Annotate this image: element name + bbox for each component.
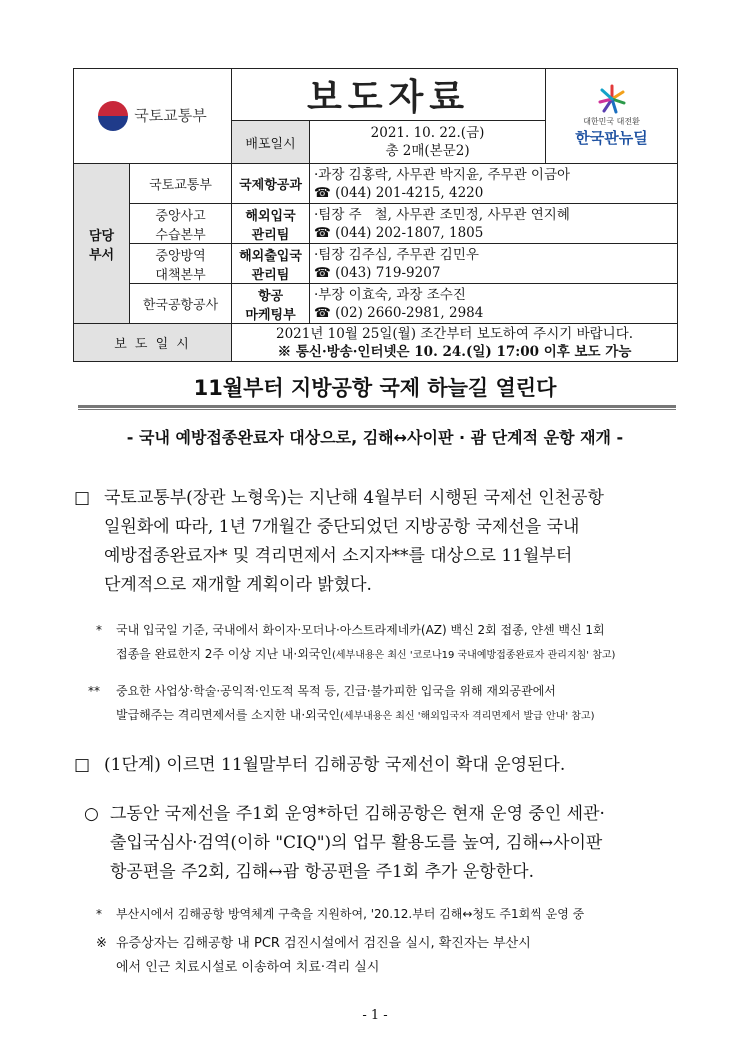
embargo-note: ※ 통신·방송·인터넷은 10. 24.(일) 17:00 이후 보도 가능 (277, 343, 632, 360)
newdeal-star-icon (597, 84, 627, 114)
paragraph-1 (74, 484, 686, 600)
contact-phone: (044) 202-1807, 1805 (335, 224, 484, 241)
newdeal-name: 한국판뉴딜 (575, 129, 648, 147)
contact-org: 중앙사고 수습본부 (130, 204, 232, 244)
paragraph-2 (74, 751, 686, 780)
phone-icon: ☎ (314, 304, 336, 321)
contact-org: 중앙방역 대책본부 (130, 244, 232, 284)
contact-detail (310, 204, 678, 244)
header-table (73, 68, 678, 362)
paragraph-text (104, 484, 686, 600)
paragraph-3 (84, 800, 684, 887)
footnote-line: 접종을 완료한지 2주 이상 지난 내·외국인 (116, 647, 332, 661)
contact-phone: (02) 2660-2981, 2984 (335, 304, 484, 321)
contact-people: ·과장 김홍락, 사무관 박지윤, 주무관 이금아 (314, 166, 571, 183)
footnote-2 (88, 679, 688, 729)
embargo-label: 보 도 일 시 (74, 324, 232, 362)
footnote-1 (96, 618, 696, 668)
box-bullet-icon: □ (74, 755, 91, 775)
ministry-name: 국토교통부 (134, 106, 207, 125)
contact-people: ·팀장 주 철, 사무관 조민정, 사무관 연지혜 (314, 206, 570, 223)
footnote-marker: ** (88, 684, 100, 698)
footnote-line: 유증상자는 김해공항 내 PCR 검진시설에서 검진을 실시, 확진자는 부산시 (116, 936, 531, 951)
contact-dept: 항공 마케팅부 (232, 284, 310, 324)
paragraph-line: 일원화에 따라, 1년 7개월간 중단되었던 지방공항 국제선을 국내 (104, 517, 580, 537)
taegeuk-emblem-icon (98, 101, 128, 131)
footnote-4 (96, 932, 696, 980)
contact-detail (310, 244, 678, 284)
doc-type-cell (232, 69, 546, 121)
phone-icon: ☎ (314, 224, 336, 241)
box-bullet-icon: □ (74, 488, 91, 508)
footnote-note: (세부내용은 최신 '코로나19 국내예방접종완료자 관리지침' 참고) (332, 650, 616, 661)
phone-icon: ☎ (314, 184, 336, 201)
contact-org: 한국공항공사 (130, 284, 232, 324)
circle-bullet-icon: ○ (84, 804, 99, 824)
paragraph-line: 그동안 국제선을 주1회 운영*하던 김해공항은 현재 운영 중인 세관· (110, 804, 605, 824)
newdeal-logo (546, 69, 678, 164)
phone-icon: ☎ (314, 264, 336, 281)
headline: 11월부터 지방공항 국제 하늘길 열린다 (193, 376, 557, 400)
footnote-3 (96, 902, 696, 926)
paragraph-line: 항공편을 주2회, 김해↔괌 항공편을 주1회 추가 운항한다. (110, 862, 534, 882)
footnote-note: (세부내용은 최신 '해외입국자 격리면제서 발급 안내' 참고) (339, 711, 595, 722)
embargo-line: 2021년 10월 25일(월) 조간부터 보도하여 주시기 바랍니다. (275, 325, 634, 342)
contact-label: 담당 부서 (74, 164, 130, 324)
contact-dept: 국제항공과 (232, 164, 310, 204)
subheadline: - 국내 예방접종완료자 대상으로, 김해↔사이판 · 괌 단계적 운항 재개 - (126, 428, 624, 447)
footnote-line: 부산시에서 김해공항 방역체계 구축을 지원하여, '20.12.부터 김해↔청도 주1회씩 운영 중 (116, 907, 585, 921)
paragraph-line: 국토교통부(장관 노형욱)는 지난해 4월부터 시행된 국제선 인천공항 (104, 488, 604, 508)
embargo-info (232, 324, 678, 362)
paragraph-line: 출입국심사·검역(이하 "CIQ")의 업무 활용도를 높여, 김해↔사이판 (110, 833, 603, 853)
contact-people: ·팀장 김주심, 주무관 김민우 (314, 246, 479, 263)
page-number: - 1 - (362, 1008, 388, 1023)
headline-rule (78, 405, 676, 408)
headline-rule-thin (78, 409, 676, 410)
contact-org: 국토교통부 (130, 164, 232, 204)
footnote-marker: * (96, 907, 102, 921)
paragraph-text (110, 800, 684, 887)
footnote-line: 중요한 사업상·학술·공익적·인도적 목적 등, 긴급·불가피한 입국을 위해 재외공관에서 (116, 684, 556, 698)
paragraph-text: (1단계) 이르면 11월말부터 김해공항 국제선이 확대 운영된다. (104, 755, 566, 775)
footnote-marker: * (96, 623, 102, 637)
footnote-line: 국내 입국일 기준, 국내에서 화이자·모더나·아스트라제네카(AZ) 백신 2회 접종, 얀센 백신 1회 (116, 623, 605, 637)
contact-dept: 해외출입국 관리팀 (232, 244, 310, 284)
paragraph-line: 예방접종완료자* 및 격리면제서 소지자**를 대상으로 11월부터 (104, 546, 573, 566)
newdeal-tagline: 대한민국 대전환 (583, 117, 640, 126)
doc-type-title: 보도자료 (306, 77, 471, 118)
contact-phone: (044) 201-4215, 4220 (335, 184, 484, 201)
distribution-label: 배포일시 (232, 121, 310, 164)
footnote-line: 발급해주는 격리면제서를 소지한 내·외국인 (116, 708, 340, 722)
contact-people: ·부장 이효숙, 과장 조수진 (314, 286, 466, 303)
distribution-date: 2021. 10. 22.(금) (370, 125, 485, 141)
contact-phone: (043) 719-9207 (335, 264, 441, 281)
page-count: 총 2매(본문2) (385, 143, 470, 159)
footnote-line: 에서 인근 치료시설로 이송하여 치료·격리 실시 (116, 960, 380, 975)
paragraph-line: 단계적으로 재개할 계획이라 밝혔다. (104, 575, 372, 595)
note-marker: ※ (96, 936, 107, 951)
ministry-logo (74, 69, 232, 164)
contact-detail (310, 164, 678, 204)
contact-detail (310, 284, 678, 324)
distribution-info (310, 121, 546, 164)
contact-dept: 해외입국 관리팀 (232, 204, 310, 244)
